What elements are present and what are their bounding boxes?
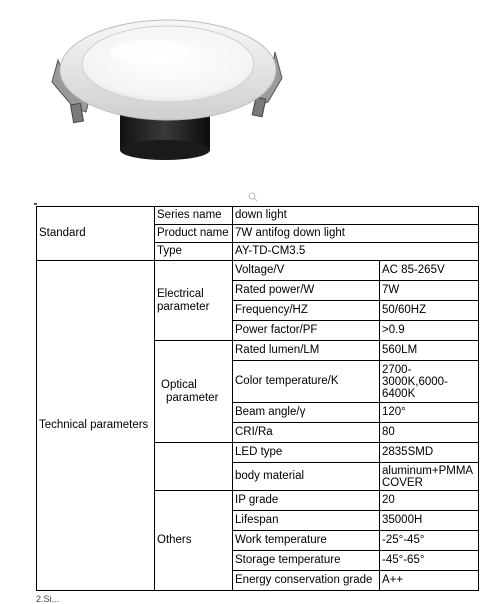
- footer-text: 2.Si...: [36, 594, 60, 604]
- spec-value: 2835SMD: [380, 443, 479, 463]
- spec-label: Product name: [155, 225, 233, 243]
- spec-label: Type: [155, 243, 233, 261]
- spec-value: AY-TD-CM3.5: [233, 243, 479, 261]
- section-label-line: Electrical: [157, 287, 204, 300]
- search-icon: [248, 192, 258, 202]
- spec-value-line: COVER: [382, 476, 423, 489]
- spec-value: [380, 463, 479, 491]
- spec-label: Rated power/W: [233, 281, 380, 301]
- spec-value: 7W antifog down light: [233, 225, 479, 243]
- spec-value: 35000H: [380, 511, 479, 531]
- spec-label: Series name: [155, 207, 233, 225]
- spec-value: A++: [380, 571, 479, 591]
- section-label-electrical: [155, 261, 233, 341]
- section-label-line: parameter: [166, 391, 219, 404]
- spec-label: Work temperature: [233, 531, 380, 551]
- spec-value: 20: [380, 491, 479, 511]
- product-photo: [30, 0, 300, 185]
- spec-label: Lifespan: [233, 511, 380, 531]
- spec-value: down light: [233, 207, 479, 225]
- spec-label: Color temperature/K: [233, 361, 380, 403]
- spec-value: -45°-65°: [380, 551, 479, 571]
- spec-value: 50/60HZ: [380, 301, 479, 321]
- spec-label: body material: [233, 463, 380, 491]
- spec-label: LED type: [233, 443, 380, 463]
- spec-label: Storage temperature: [233, 551, 380, 571]
- section-label-material: [155, 443, 233, 491]
- spec-value: 560LM: [380, 341, 479, 361]
- spec-value: 80: [380, 423, 479, 443]
- table-row: [37, 261, 479, 281]
- spec-table: [36, 206, 479, 591]
- section-label-optical: [155, 341, 233, 443]
- spec-value-line: aluminum+PMMA: [382, 464, 474, 477]
- spec-value-line: 2700-: [382, 363, 412, 376]
- spec-value-line: 6400K: [382, 387, 416, 400]
- section-label-line: Optical: [161, 378, 197, 391]
- spec-value: 7W: [380, 281, 479, 301]
- spec-label: Energy conservation grade: [233, 571, 380, 591]
- dot-mark: [34, 203, 37, 205]
- group-label-technical: Technical parameters: [37, 261, 155, 591]
- spec-label: Beam angle/γ: [233, 403, 380, 423]
- table-row: [37, 207, 479, 225]
- section-label-line: parameter: [157, 300, 210, 313]
- group-label-standard: Standard: [37, 207, 155, 261]
- spec-label: Frequency/HZ: [233, 301, 380, 321]
- spec-label: Voltage/V: [233, 261, 380, 281]
- section-label-line: Others: [157, 534, 192, 546]
- spec-value: >0.9: [380, 321, 479, 341]
- spec-label: CRI/Ra: [233, 423, 380, 443]
- spec-value: -25°-45°: [380, 531, 479, 551]
- spec-label: Rated lumen/LM: [233, 341, 380, 361]
- spec-value-line: 3000K,6000-: [382, 375, 448, 388]
- spec-label: Power factor/PF: [233, 321, 380, 341]
- spec-label: IP grade: [233, 491, 380, 511]
- section-label-others: [155, 491, 233, 591]
- spec-value: AC 85-265V: [380, 261, 479, 281]
- spec-value: 120°: [380, 403, 479, 423]
- spec-value: [380, 361, 479, 403]
